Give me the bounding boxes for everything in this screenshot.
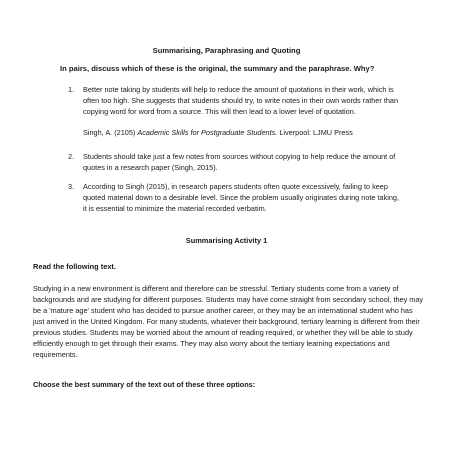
list-item-2 <box>68 151 400 175</box>
read-heading: Read the following text. <box>33 262 116 271</box>
list-item-number: 3. <box>68 182 75 191</box>
list-item-text: Better note taking by students will help to reduce the amount of quotations in their work, which is often too high. She suggests that students should try, to write notes in their own words rather than copying word for word from a source. This will then lead to a lower level of quotation. <box>83 85 399 116</box>
list-item-number: 2. <box>68 152 75 161</box>
activity-heading: Summarising Activity 1 <box>185 236 268 245</box>
document-title: Summarising, Paraphrasing and Quoting <box>152 46 301 55</box>
passage-text: Studying in a new environment is different and therefore can be stressful. Tertiary students come from a variety of backgrounds and are studying for different purposes. Students may have come straight from secondary school, they may be a 'mature age' student who has decided to pursue another career, or they may be an international student who has just arrived in the United Kingdom. For many students, whatever their background, tertiary learning is different from their previous studies. Students may be worried about the amount of reading required, or whether they will be able to study efficiently enough to get through their exams. They may also worry about the tertiary learning expectations and requirements. <box>33 284 424 359</box>
choose-heading: Choose the best summary of the text out of these three options: <box>33 380 256 389</box>
list-item-3 <box>68 181 400 227</box>
list-item-number: 1. <box>68 85 75 94</box>
list-item-text: Students should take just a few notes from sources without copying to help reduce the amount of quotes in a research paper (Singh, 2015). <box>83 152 396 172</box>
citation-author: Singh, A. (2105) <box>83 128 138 137</box>
list-item-text: According to Singh (2015), in research papers students often quote excessively, failing to keep quoted material down to a desirable level. Since the problem usually originates during note taking, it is essential to minimize the material recorded verbatim. <box>83 182 399 213</box>
citation-book-title: Academic Skills for Postgraduate Students. <box>137 128 278 137</box>
list-item-1 <box>68 84 400 120</box>
citation-publisher: Liverpool: LJMU Press <box>277 128 353 137</box>
instruction-text: In pairs, discuss which of these is the original, the summary and the paraphrase. Why? <box>60 64 375 73</box>
citation <box>83 128 353 137</box>
